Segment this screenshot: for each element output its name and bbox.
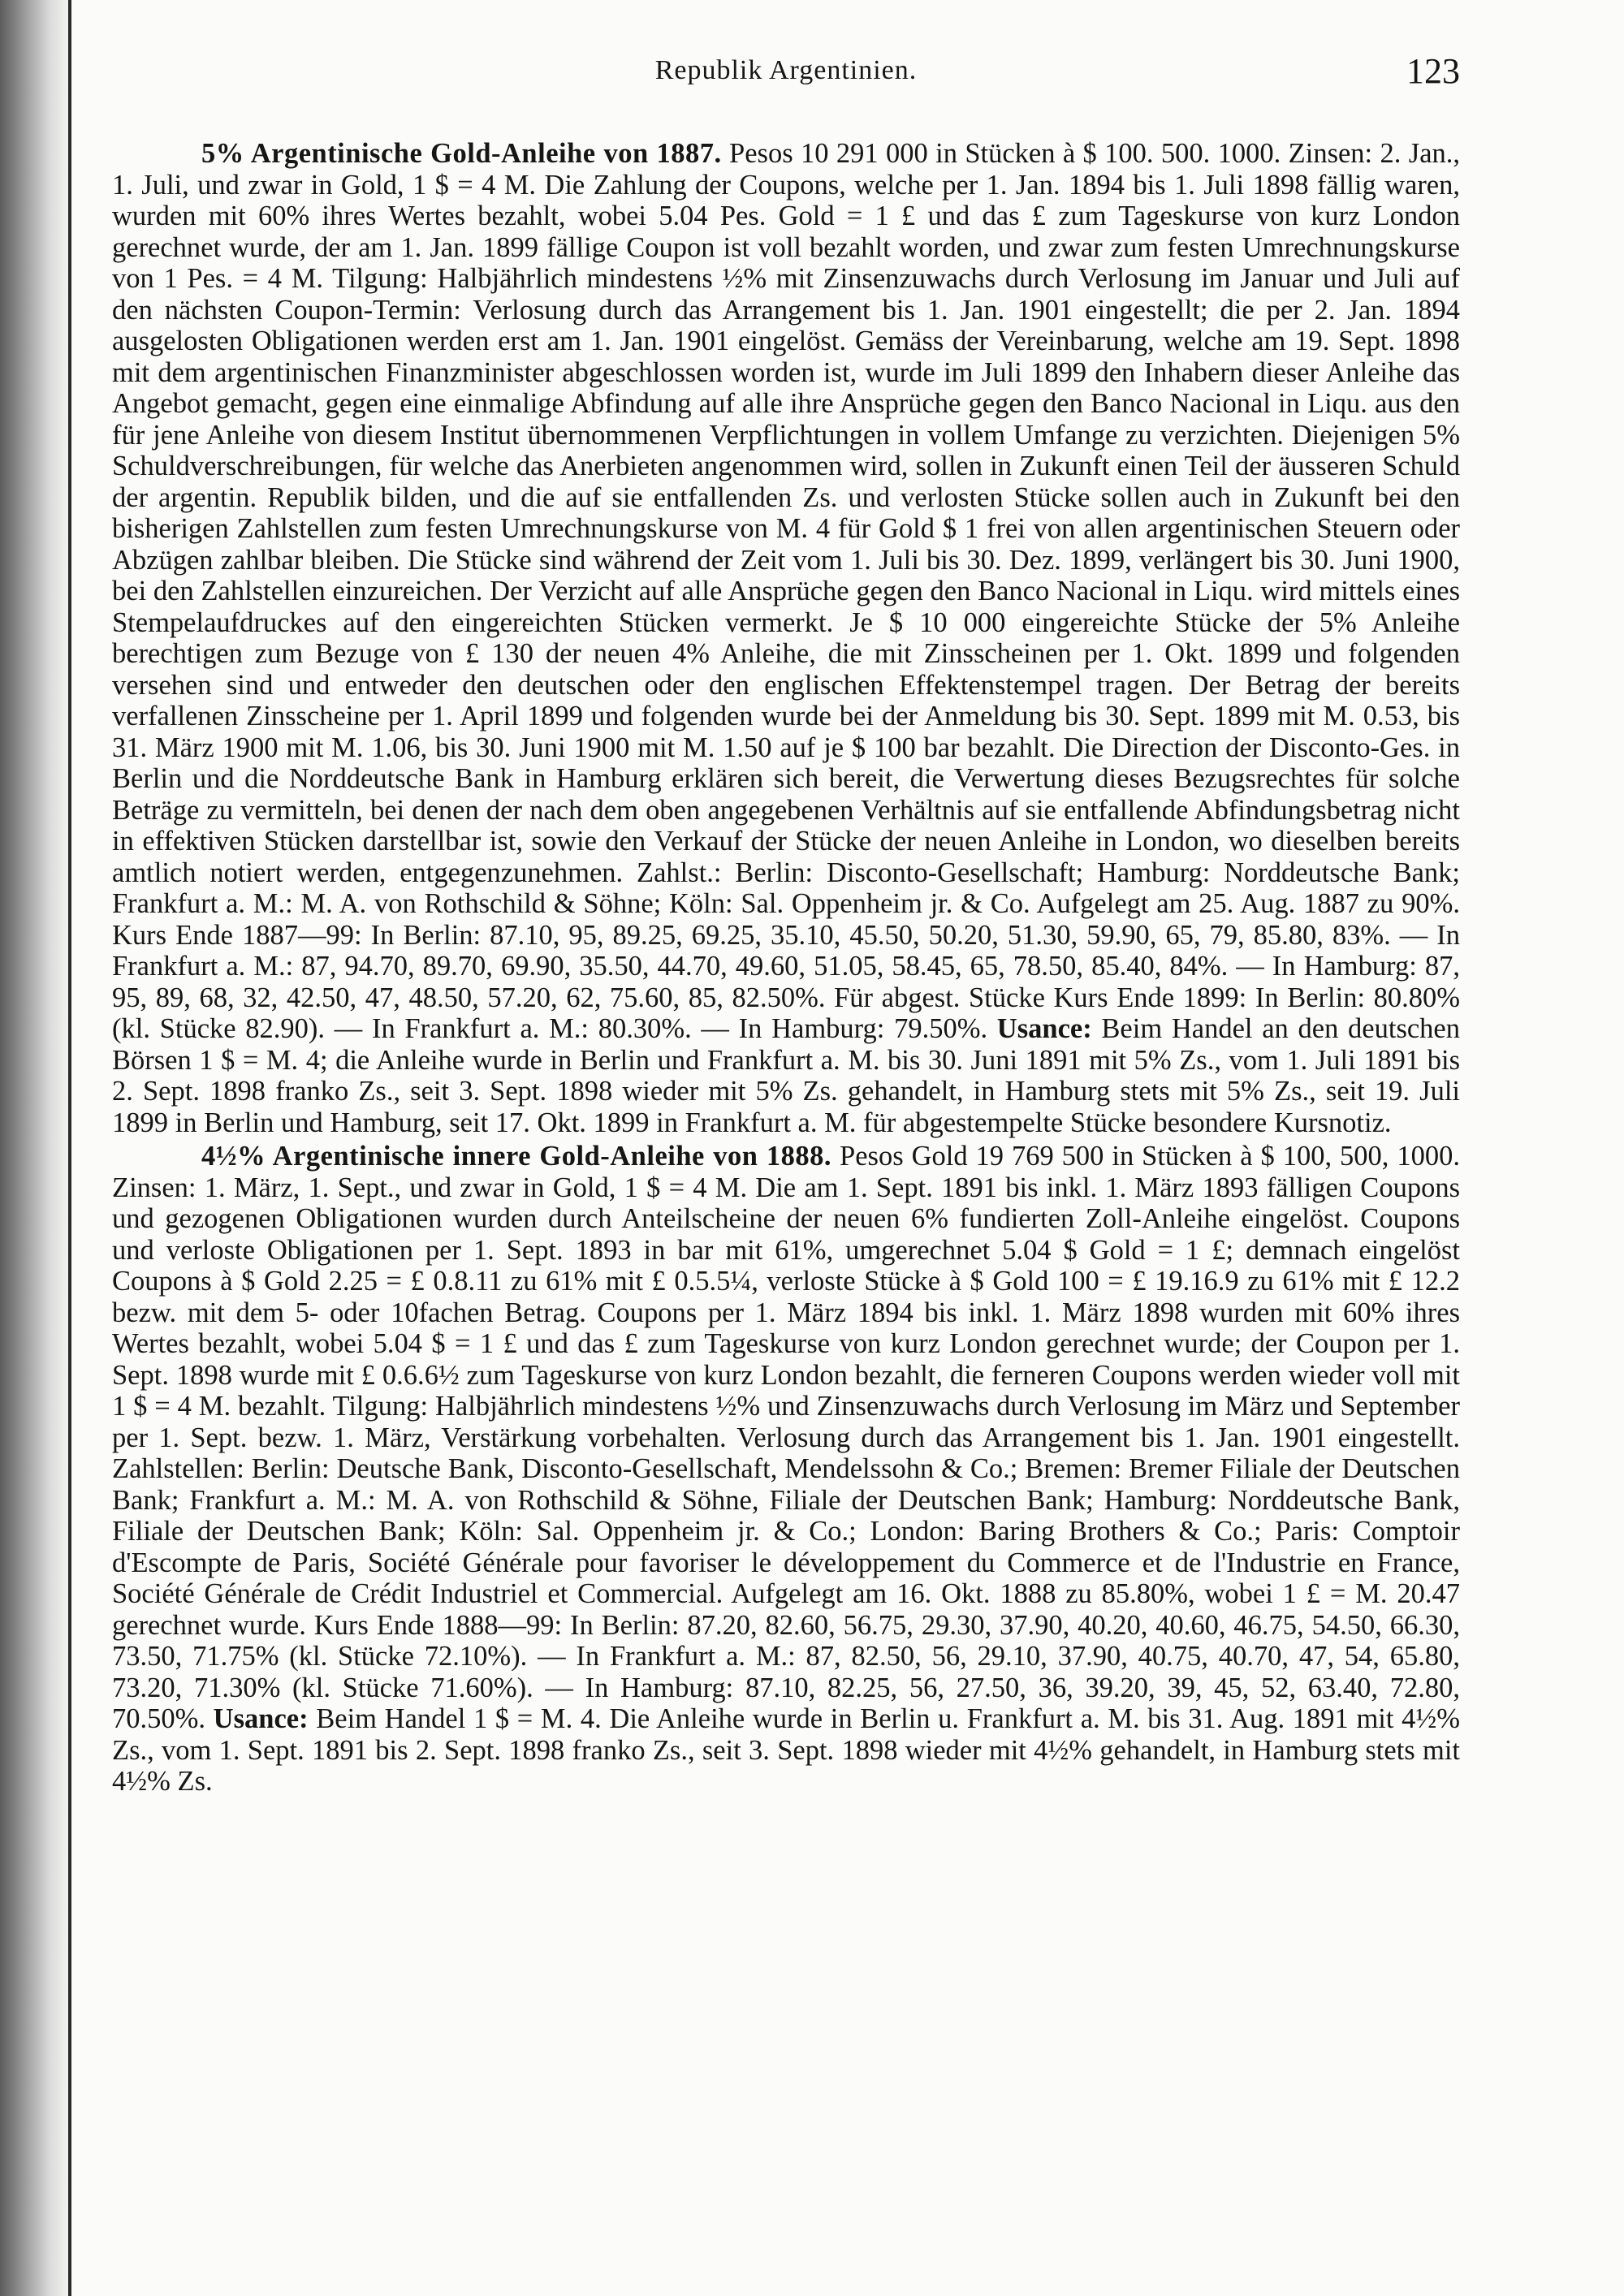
section-text: Pesos Gold 19 769 500 in Stücken à $ 100, 500, 1000. Zinsen: 1. März, 1. Sept., und zwar in Gold, 1 $ = 4 M. Die am 1. Sept. 1891 bis inkl. 1. März 1893 fälligen Coupons und gezogenen Obligationen wurden durch Anteilscheine der neuen 6% fundierten Zoll-Anleihe eingelöst. Coupons und verloste Obligationen per 1. Sept. 1893 in bar mit 61%, umgerechnet 5.04 $ Gold = 1 £; demnach eingelöst Coupons à $ Gold 2.25 = £ 0.8.11 zu 61% mit £ 0.5.5¼, verloste Stücke à $ Gold 100 = £ 19.16.9 zu 61% mit £ 12.2 bezw. mit dem 5- oder 10fachen Betrag. Coupons per 1. März 1894 bis inkl. 1. März 1898 wurden mit 60% ihres Wertes bezahlt, wobei 5.04 $ = 1 £ und das £ zum Tageskurse von kurz London gerechnet wurde; der Coupon per 1. Sept. 1898 wurde mit £ 0.6.6½ zum Tageskurse von kurz London bezahlt, die ferneren Coupons werden wieder voll mit 1 $ = 4 M. bezahlt. Tilgung: Halbjährlich mindestens ½% und Zinsenzuwachs durch Verlosung im März und September per 1. Sept. bezw. 1. März, Verstärkung vorbehalten. Verlosung durch das Arrangement bis 1. Jan. 1901 eingestellt. Zahlstellen: Berlin: Deutsche Bank, Disconto-Gesellschaft, Mendelssohn & Co.; Bremen: Bremer Filiale der Deutschen Bank; Frankfurt a. M.: M. A. von Rothschild & Söhne, Filiale der Deutschen Bank; Hamburg: Norddeutsche Bank, Filiale der Deutschen Bank; Köln: Sal. Oppenheim jr. & Co.; London: Baring Brothers & Co.; Paris: Comptoir d'Escompte de Paris, Société Générale pour favoriser le développement du Commerce et de l'Industrie en France, Société Générale de Crédit Industriel et Commercial. Aufgelegt am 16. Okt. 1888 zu 85.80%, wobei 1 £ = M. 20.47 gerechnet wurde. Kurs Ende 1888—99: In Berlin: 87.20, 82.60, 56.75, 29.30, 37.90, 40.20, 40.60, 46.75, 54.50, 66.30, 73.50, 71.75% (kl. Stücke 72.10%). — In Frankfurt a. M.: 87, 82.50, 56, 29.10, 37.90, 40.75, 40.70, 47, 54, 65.80, 73.20, 71.30% (kl. Stücke 71.60%). — In Hamburg: 87.10, 82.25, 56, 27.50, 36, 39.20, 39, 45, 52, 63.40, 72.80, 70.50%. [112, 1141, 1460, 1734]
document-body [112, 138, 1460, 1798]
section-text: Beim Handel an den deutschen Börsen 1 $ = M. 4; die Anleihe wurde in Berlin und Frankfurt a. M. bis 30. Juni 1891 mit 5% Zs., vom 1. Juli 1891 bis 2. Sept. 1898 franko Zs., seit 3. Sept. 1898 wieder mit 5% Zs. gehandelt, in Hamburg stets mit 5% Zs., seit 19. Juli 1899 in Berlin und Hamburg, seit 17. Okt. 1899 in Frankfurt a. M. für abgestempelte Stücke besondere Kursnotiz. [112, 1013, 1460, 1138]
document-page [112, 49, 1460, 1798]
section-text: Beim Handel 1 $ = M. 4. Die Anleihe wurde in Berlin u. Frankfurt a. M. bis 31. Aug. 1891 mit 4½% Zs., vom 1. Sept. 1891 bis 2. Sept. 1898 franko Zs., seit 3. Sept. 1898 wieder mit 4½% gehandelt, in Hamburg stets mit 4½% Zs. [112, 1703, 1460, 1797]
section-heading: 4½% Argentinische innere Gold-Anleihe von 1888. [201, 1141, 832, 1172]
running-title: Republik Argentinien. [654, 55, 918, 85]
scan-binding-edge [0, 0, 70, 2296]
usance-label: Usance: [213, 1703, 309, 1734]
section-heading: 5% Argentinische Gold-Anleihe von 1887. [201, 138, 722, 169]
section-1888-inner-gold-loan [112, 1141, 1460, 1798]
page-number: 123 [1406, 51, 1460, 91]
section-1887-gold-loan [112, 138, 1460, 1138]
section-text: Pesos 10 291 000 in Stücken à $ 100. 500. 1000. Zinsen: 2. Jan., 1. Juli, und zwar in Gold, 1 $ = 4 M. Die Zahlung der Coupons, welche per 1. Jan. 1894 bis 1. Juli 1898 fällig waren, wurden mit 60% ihres Wertes bezahlt, wobei 5.04 Pes. Gold = 1 £ und das £ zum Tageskurse von kurz London gerechnet wurde, der am 1. Jan. 1899 fällige Coupon ist voll bezahlt worden, und zwar zum festen Umrechnungskurse von 1 Pes. = 4 M. Tilgung: Halbjährlich mindestens ½% mit Zinsenzuwachs durch Verlosung im Januar und Juli auf den nächsten Coupon-Termin: Verlosung durch das Arrangement bis 1. Jan. 1901 eingestellt; die per 2. Jan. 1894 ausgelosten Obligationen werden erst am 1. Jan. 1901 eingelöst. Gemäss der Vereinbarung, welche am 19. Sept. 1898 mit dem argentinischen Finanzminister abgeschlossen worden ist, wurde im Juli 1899 den Inhabern dieser Anleihe das Angebot gemacht, gegen eine einmalige Abfindung auf alle ihre Ansprüche gegen den Banco Nacional in Liqu. aus den für jene Anleihe von diesem Institut übernommenen Verpflichtungen in vollem Umfange zu verzichten. Diejenigen 5% Schuldverschreibungen, für welche das Anerbieten angenommen wird, sollen in Zukunft einen Teil der äusseren Schuld der argentin. Republik bilden, und die auf sie entfallenden Zs. und verlosten Stücke sollen auch in Zukunft bei den bisherigen Zahlstellen zum festen Umrechnungskurse von M. 4 für Gold $ 1 frei von allen argentinischen Steuern oder Abzügen zahlbar bleiben. Die Stücke sind während der Zeit vom 1. Juli bis 30. Dez. 1899, verlängert bis 30. Juni 1900, bei den Zahlstellen einzureichen. Der Verzicht auf alle Ansprüche gegen den Banco Nacional in Liqu. wird mittels eines Stempelaufdruckes auf den eingereichten Stücken vermerkt. Je $ 10 000 eingereichte Stücke der 5% Anleihe berechtigen zum Bezuge von £ 130 der neuen 4% Anleihe, die mit Zinsscheinen per 1. Okt. 1899 und folgenden versehen sind und entweder den deutschen oder den englischen Effektenstempel tragen. Der Betrag der bereits verfallenen Zinsscheine per 1. April 1899 und folgenden wurde bei der Anmeldung bis 30. Sept. 1899 mit M. 0.53, bis 31. März 1900 mit M. 1.06, bis 30. Juni 1900 mit M. 1.50 auf je $ 100 bar bezahlt. Die Direction der Disconto-Ges. in Berlin und die Norddeutsche Bank in Hamburg erklären sich bereit, die Verwertung dieses Bezugsrechtes für solche Beträge zu vermitteln, bei denen der nach dem oben angegebenen Verhältnis auf sie entfallende Abfindungsbetrag nicht in effektiven Stücken darstellbar ist, sowie den Verkauf der Stücke der neuen Anleihe in London, wo dieselben bereits amtlich notiert werden, entgegenzunehmen. Zahlst.: Berlin: Disconto-Gesellschaft; Hamburg: Norddeutsche Bank; Frankfurt a. M.: M. A. von Rothschild & Söhne; Köln: Sal. Oppenheim jr. & Co. Aufgelegt am 25. Aug. 1887 zu 90%. Kurs Ende 1887—99: In Berlin: 87.10, 95, 89.25, 69.25, 35.10, 45.50, 50.20, 51.30, 59.90, 65, 79, 85.80, 83%. — In Frankfurt a. M.: 87, 94.70, 89.70, 69.90, 35.50, 44.70, 49.60, 51.05, 58.45, 65, 78.50, 85.40, 84%. — In Hamburg: 87, 95, 89, 68, 32, 42.50, 47, 48.50, 57.20, 62, 75.60, 85, 82.50%. Für abgest. Stücke Kurs Ende 1899: In Berlin: 80.80% (kl. Stücke 82.90). — In Frankfurt a. M.: 80.30%. — In Hamburg: 79.50%. [112, 138, 1461, 1044]
usance-label: Usance: [996, 1013, 1092, 1044]
running-header [112, 49, 1460, 106]
